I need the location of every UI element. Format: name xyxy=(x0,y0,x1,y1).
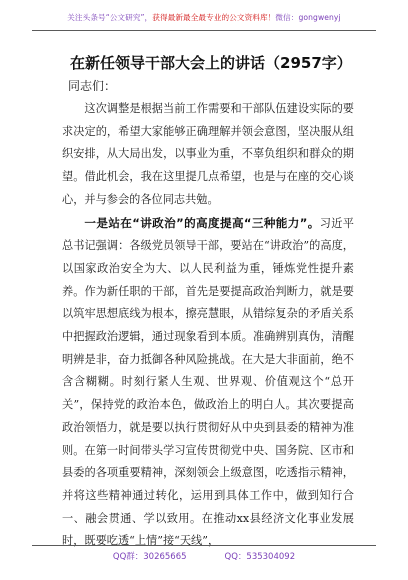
header-note xyxy=(0,12,408,23)
document-title: 在新任领导干部大会上的讲话（2957字） xyxy=(70,54,352,72)
header-rule xyxy=(32,30,376,31)
header-note-part2: 获得最新最全最专业的公文资料库！ xyxy=(152,13,276,22)
paragraph-intro: 这次调整是根据当前工作需要和干部队伍建设实际的要求决定的，希望大家能够正确理解并领会意图，坚决服从组织安排，从大局出发，以事业为重，不辜负组织和群众的期望。借此机会，我在这里提几点希望，也是与在座的交心谈心，并与参会的各位同志共勉。 xyxy=(62,102,354,206)
greeting: 同志们： xyxy=(68,79,117,93)
document-body xyxy=(62,98,354,553)
footer-qq-group: QQ群：30265665 xyxy=(112,552,187,562)
point-one-heading: 一是站在“讲政治”的高度提高“三种能力”。 xyxy=(84,215,320,230)
header-note-part1: 关注头条号“公文研究”， xyxy=(67,13,153,22)
footer-qq: QQ：535304092 xyxy=(224,552,296,562)
header-note-wechat: 微信：gongwenyj xyxy=(275,13,341,22)
footer xyxy=(0,550,408,562)
point-one-body: 习近平总书记强调：各级党员领导干部，要站在“讲政治”的高度，以国家政治安全为大、以人民利益为重，锤炼党性提升素养。作为新任职的干部，首先是要提高政治判断力，就是要以筑牢思想底线为根本，擦亮慧眼，从错综复杂的矛盾关系中把握政治逻辑，通过现象看到本质。准确辨别真伪，清醒明辨是非，奋力抵御各种风险挑战。在大是大非面前，绝不含含糊糊。时刻行紧人生观、世界观、价值观这个“总开关”，保持党的政治本色，做政治上的明白人。其次要提高政治领悟力，就是要以执行贯彻好从中央到县委的精神为准则。在第一时间带头学习宣传贯彻党中央、国务院、区市和县委的各项重要精神，深刻领会上级意图，吃透指示精神，并将这些精神通过转化，运用到具体工作中，做到知行合一、融会贯通、学以致用。在推动xx县经济文化事业发展时，既要吃透“上情”接“天线”， xyxy=(62,216,354,548)
footer-rule xyxy=(32,545,376,546)
paragraph-point-one xyxy=(62,212,354,554)
